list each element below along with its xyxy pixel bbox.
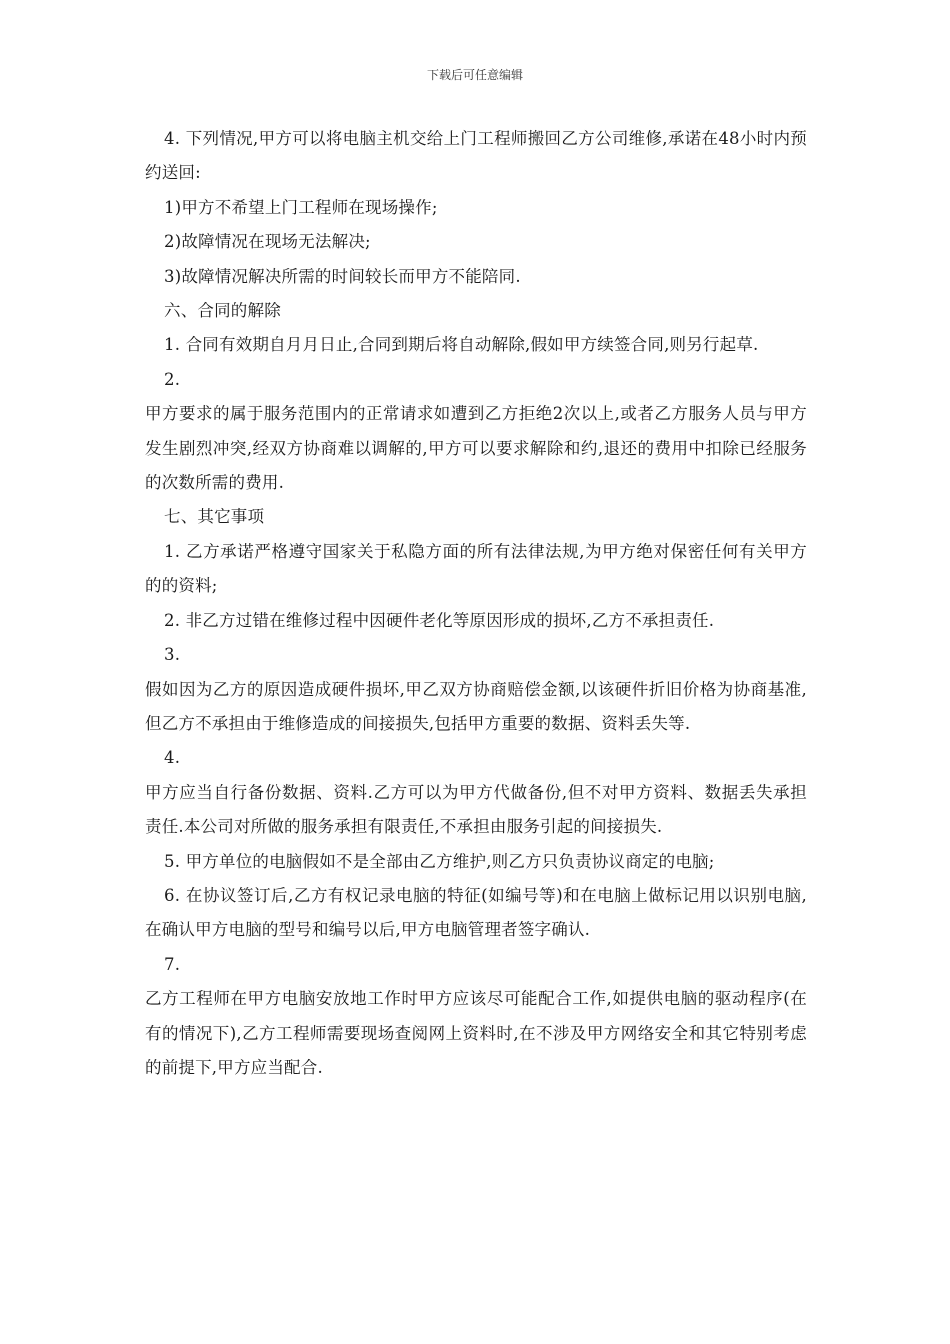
section-heading: 六、合同的解除 (164, 301, 281, 321)
paragraph-number: 4. (164, 748, 181, 768)
paragraph: 4. 下列情况,甲方可以将电脑主机交给上门工程师搬回乙方公司维修,承诺在48小时内预约送回: (145, 129, 807, 183)
paragraph-number: 2. (164, 369, 181, 389)
paragraph: 1. 合同有效期自月月日止,合同到期后将自动解除,假如甲方续签合同,则另行起草. (164, 335, 759, 355)
paragraph: 1)甲方不希望上门工程师在现场操作; (164, 197, 438, 217)
paragraph-number: 3. (164, 645, 181, 665)
paragraph: 6. 在协议签订后,乙方有权记录电脑的特征(如编号等)和在电脑上做标记用以识别电脑,在确认甲方电脑的型号和编号以后,甲方电脑管理者签字确认. (145, 885, 807, 940)
paragraph: 甲方要求的属于服务范围内的正常请求如遭到乙方拒绝2次以上,或者乙方服务人员与甲方发生剧烈冲突,经双方协商难以调解的,甲方可以要求解除和约,退还的费用中扣除已经服务的次数所需的费用. (145, 404, 807, 493)
paragraph: 3)故障情况解决所需的时间较长而甲方不能陪同. (164, 266, 521, 286)
paragraph: 1. 乙方承诺严格遵守国家关于私隐方面的所有法律法规,为甲方绝对保密任何有关甲方的的资料; (145, 541, 807, 596)
paragraph: 2. 非乙方过错在维修过程中因硬件老化等原因形成的损坏,乙方不承担责任. (164, 610, 715, 630)
document-body (145, 122, 807, 1085)
paragraph: 甲方应当自行备份数据、资料.乙方可以为甲方代做备份,但不对甲方资料、数据丢失承担责任.本公司对所做的服务承担有限责任,不承担由服务引起的间接损失. (145, 782, 807, 837)
section-heading: 七、其它事项 (164, 507, 265, 527)
paragraph: 2)故障情况在现场无法解决; (164, 232, 371, 252)
page-header: 下载后可任意编辑 (426, 68, 523, 82)
paragraph-number: 7. (164, 954, 181, 974)
paragraph: 5. 甲方单位的电脑假如不是全部由乙方维护,则乙方只负责协议商定的电脑; (164, 851, 715, 871)
paragraph: 假如因为乙方的原因造成硬件损坏,甲乙双方协商赔偿金额,以该硬件折旧价格为协商基准,但乙方不承担由于维修造成的间接损失,包括甲方重要的数据、资料丢失等. (145, 679, 807, 733)
paragraph: 乙方工程师在甲方电脑安放地工作时甲方应该尽可能配合工作,如提供电脑的驱动程序(在有的情况下),乙方工程师需要现场查阅网上资料时,在不涉及甲方网络安全和其它特别考虑的前提下,甲方应当配合. (145, 989, 807, 1077)
